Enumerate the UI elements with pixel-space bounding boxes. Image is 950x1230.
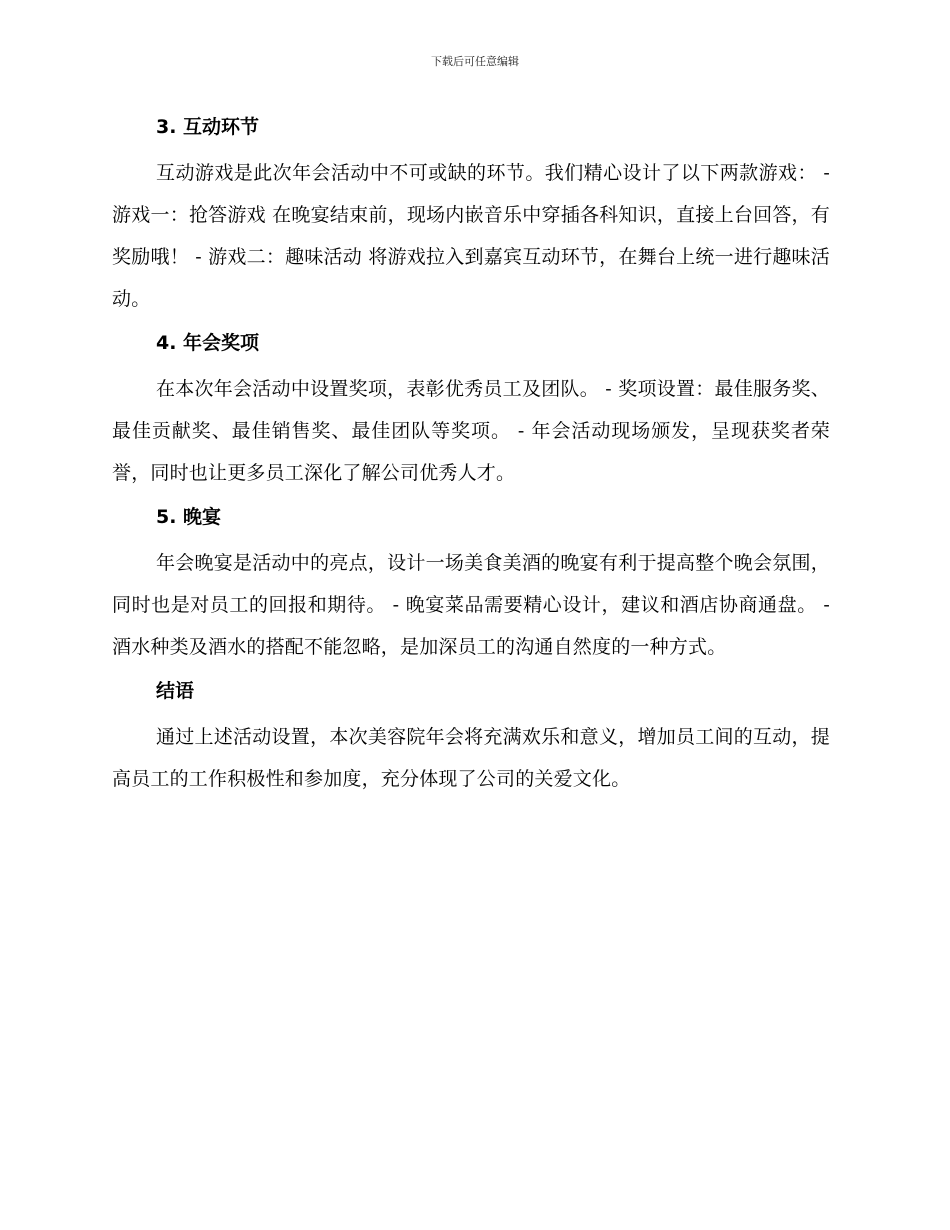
section-paragraph: 互动游戏是此次年会活动中不可或缺的环节。我们精心设计了以下两款游戏： - 游戏一：抢答游戏 在晚宴结束前，现场内嵌音乐中穿插各科知识，直接上台回答，有奖励哦！ - 游戏二：趣味活动 将游戏拉入到嘉宾互动环节，在舞台上统一进行趣味活动。 bbox=[112, 162, 830, 310]
section-heading: 4. 年会奖项 bbox=[156, 332, 260, 354]
section-heading: 5. 晚宴 bbox=[156, 506, 222, 528]
section-heading: 结语 bbox=[156, 680, 195, 702]
section-paragraph: 年会晚宴是活动中的亮点，设计一场美食美酒的晚宴有利于提高整个晚会氛围，同时也是对员工的回报和期待。 - 晚宴菜品需要精心设计，建议和酒店协商通盘。 - 酒水种类及酒水的搭配不能忽略，是加深员工的沟通自然度的一种方式。 bbox=[112, 552, 830, 658]
document-body bbox=[112, 112, 830, 808]
section-paragraph: 在本次年会活动中设置奖项，表彰优秀员工及团队。 - 奖项设置：最佳服务奖、最佳贡献奖、最佳销售奖、最佳团队等奖项。 - 年会活动现场颁发，呈现获奖者荣誉，同时也让更多员工深化了解公司优秀人才。 bbox=[112, 378, 830, 484]
section-awards bbox=[112, 328, 830, 494]
section-heading: 3. 互动环节 bbox=[156, 116, 260, 138]
section-paragraph: 通过上述活动设置，本次美容院年会将充满欢乐和意义，增加员工间的互动，提高员工的工作积极性和参加度，充分体现了公司的关爱文化。 bbox=[112, 726, 830, 790]
section-interaction bbox=[112, 112, 830, 320]
section-banquet bbox=[112, 502, 830, 668]
header-note: 下载后可任意编辑 bbox=[431, 55, 519, 68]
section-conclusion bbox=[112, 676, 830, 800]
